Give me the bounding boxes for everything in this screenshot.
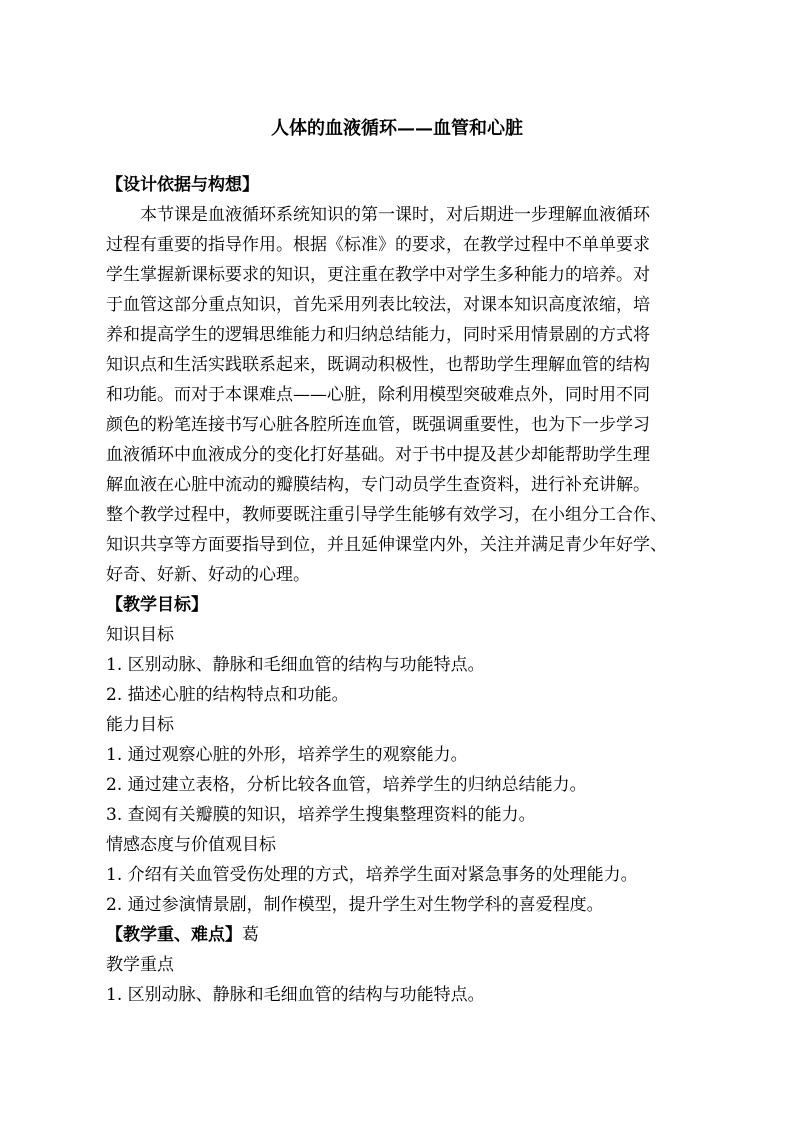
subheading-emotion-goals: 情感态度与价值观目标 (106, 835, 276, 855)
subheading-teaching-focus: 教学重点 (106, 955, 174, 975)
emotion-goal-item: 2. 通过参演情景剧，制作模型，提升学生对生物学科的喜爱程度。 (106, 895, 604, 915)
knowledge-goal-item: 1. 区别动脉、静脉和毛细血管的结构与功能特点。 (106, 655, 485, 675)
paragraph-line: 和功能。而对于本课难点——心脏，除利用模型突破难点外，同时用不同 (106, 385, 650, 405)
emotion-goal-item: 1. 介绍有关血管受伤处理的方式，培养学生面对紧急事务的处理能力。 (106, 865, 638, 885)
section-heading-suffix: 葛 (242, 925, 259, 945)
teaching-focus-item: 1. 区别动脉、静脉和毛细血管的结构与功能特点。 (106, 985, 485, 1005)
paragraph-line: 知识共享等方面要指导到位，并且延伸课堂内外，关注并满足青少年好学、 (106, 535, 667, 555)
document-content (106, 170, 696, 1010)
paragraph-line: 过程有重要的指导作用。根据《标准》的要求，在教学过程中不单单要求 (106, 235, 650, 255)
paragraph-line: 血液循环中血液成分的变化打好基础。对于书中提及甚少却能帮助学生理 (106, 445, 650, 465)
paragraph-line: 颜色的粉笔连接书写心脏各腔所连血管，既强调重要性，也为下一步学习 (106, 415, 650, 435)
paragraph-line: 养和提高学生的逻辑思维能力和归纳总结能力，同时采用情景剧的方式将 (106, 325, 650, 345)
section-heading-teaching-goals: 【教学目标】 (106, 595, 208, 615)
paragraph-line: 学生掌握新课标要求的知识，更注重在教学中对学生多种能力的培养。对 (106, 265, 650, 285)
paragraph-line: 解血液在心脏中流动的瓣膜结构，专门动员学生查资料，进行补充讲解。 (106, 475, 650, 495)
section-heading-key-points: 【教学重、难点】 (106, 925, 242, 945)
paragraph-line: 好奇、好新、好动的心理。 (106, 565, 310, 585)
section-heading-design-basis: 【设计依据与构想】 (106, 175, 259, 195)
paragraph-line: 于血管这部分重点知识，首先采用列表比较法，对课本知识高度浓缩，培 (106, 295, 650, 315)
subheading-ability-goals: 能力目标 (106, 715, 174, 735)
ability-goal-item: 3. 查阅有关瓣膜的知识，培养学生搜集整理资料的能力。 (106, 805, 536, 825)
section-heading-key-points-row (106, 920, 696, 950)
paragraph-line: 知识点和生活实践联系起来，既调动积极性，也帮助学生理解血管的结构 (106, 355, 650, 375)
ability-goal-item: 1. 通过观察心脏的外形，培养学生的观察能力。 (106, 745, 468, 765)
subheading-knowledge-goals: 知识目标 (106, 625, 174, 645)
ability-goal-item: 2. 通过建立表格，分析比较各血管，培养学生的归纳总结能力。 (106, 775, 587, 795)
document-title: 人体的血液循环——血管和心脏 (271, 118, 523, 139)
paragraph-line: 本节课是血液循环系统知识的第一课时，对后期进一步理解血液循环 (140, 205, 650, 225)
knowledge-goal-item: 2. 描述心脏的结构特点和功能。 (106, 685, 349, 705)
paragraph-line: 整个教学过程中，教师要既注重引导学生能够有效学习，在小组分工合作、 (106, 505, 667, 525)
